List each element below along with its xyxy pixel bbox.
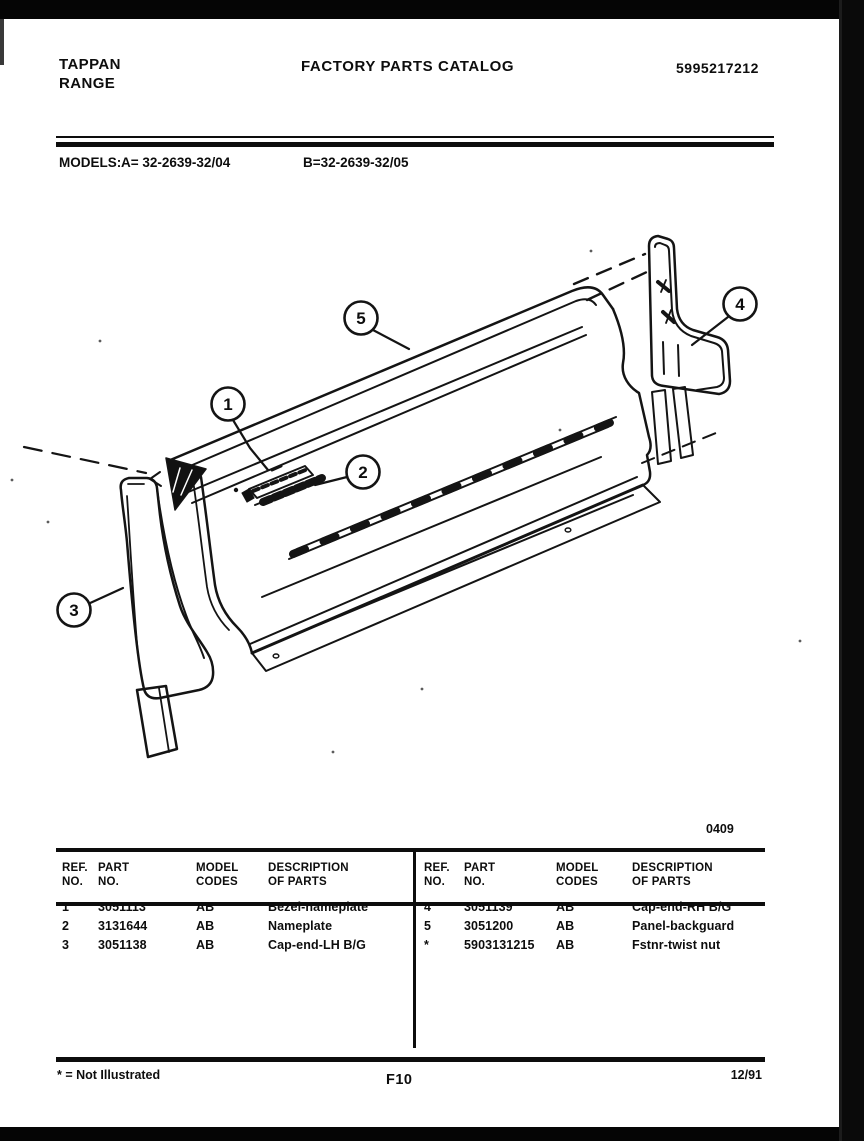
page-title: FACTORY PARTS CATALOG xyxy=(301,58,515,75)
col-model: MODEL CODES xyxy=(556,862,599,888)
date-code: 12/91 xyxy=(730,1068,762,1082)
table-cell: AB xyxy=(556,919,575,933)
section-code: 0409 xyxy=(706,822,734,836)
table-cell: 3051200 xyxy=(464,919,514,933)
parts-table-left xyxy=(56,852,413,1048)
table-cell: 3051138 xyxy=(98,938,147,952)
table-cell: * xyxy=(424,938,429,952)
col-desc: DESCRIPTION OF PARTS xyxy=(632,862,713,888)
table-cell: Cap-end-LH B/G xyxy=(268,938,366,952)
col-part: PART NO. xyxy=(98,862,130,888)
callout-1-number: 1 xyxy=(223,395,233,414)
callout-2-number: 2 xyxy=(358,463,368,482)
exploded-parts-diagram xyxy=(0,215,864,815)
scan-noise-dots xyxy=(11,250,802,754)
callout-4 xyxy=(724,288,757,321)
callout-3 xyxy=(58,594,91,627)
scan-border-top xyxy=(0,0,864,19)
col-ref: REF. NO. xyxy=(62,862,88,888)
table-cell: 2 xyxy=(62,919,70,933)
callout-1 xyxy=(212,388,245,421)
table-cell: Cap-end-RH B/G xyxy=(632,900,732,914)
table-cell: Nameplate xyxy=(268,919,333,933)
table-cell: 3051113 xyxy=(98,900,146,914)
col-ref: REF. NO. xyxy=(424,862,450,888)
header-rule xyxy=(56,136,774,147)
brand-line1: TAPPAN xyxy=(59,56,121,73)
callout-3-number: 3 xyxy=(69,601,79,620)
table-header-left xyxy=(56,852,413,889)
table-cell: AB xyxy=(196,900,215,914)
table-cell: AB xyxy=(196,938,215,952)
callout-2 xyxy=(347,456,380,489)
table-cell: 3051139 xyxy=(464,900,513,914)
table-cell: AB xyxy=(556,938,575,952)
col-part: PART NO. xyxy=(464,862,496,888)
table-cell: AB xyxy=(196,919,215,933)
cap-end-rh-drawing xyxy=(649,236,730,464)
panel-backguard-drawing xyxy=(166,287,660,671)
table-cell: 4 xyxy=(424,900,432,914)
alignment-dash-lines xyxy=(24,254,716,486)
table-cell: 5903131215 xyxy=(464,938,535,952)
callout-4-number: 4 xyxy=(735,295,745,314)
callout-5 xyxy=(345,302,378,335)
table-cell: Fstnr-twist nut xyxy=(632,938,721,952)
model-a-value: A= 32-2639-32/04 xyxy=(121,155,231,170)
table-cell: AB xyxy=(556,900,575,914)
nameplate-bracket-drawing xyxy=(234,466,322,505)
brand-line2: RANGE xyxy=(59,75,116,92)
model-b-value: B=32-2639-32/05 xyxy=(303,155,409,170)
col-desc: DESCRIPTION OF PARTS xyxy=(268,862,349,888)
document-number: 5995217212 xyxy=(676,60,759,76)
table-cell: 3131644 xyxy=(98,919,148,933)
scan-border-bottom xyxy=(0,1127,864,1141)
table-header-right xyxy=(416,852,765,889)
scan-smudge-left xyxy=(0,19,4,65)
table-cell: 3 xyxy=(62,938,70,952)
page-code: F10 xyxy=(386,1072,413,1088)
parts-table-right xyxy=(416,852,765,1048)
col-model: MODEL CODES xyxy=(196,862,239,888)
table-cell: Bezel-nameplate xyxy=(268,900,369,914)
models-label: MODELS: xyxy=(59,155,122,170)
brand-block xyxy=(59,55,121,93)
not-illustrated-footnote: * = Not Illustrated xyxy=(57,1068,161,1082)
table-cell: 1 xyxy=(62,900,70,914)
table-cell: 5 xyxy=(424,919,432,933)
table-cell: Panel-backguard xyxy=(632,919,735,933)
parts-table xyxy=(56,848,765,1062)
callout-5-number: 5 xyxy=(356,309,366,328)
